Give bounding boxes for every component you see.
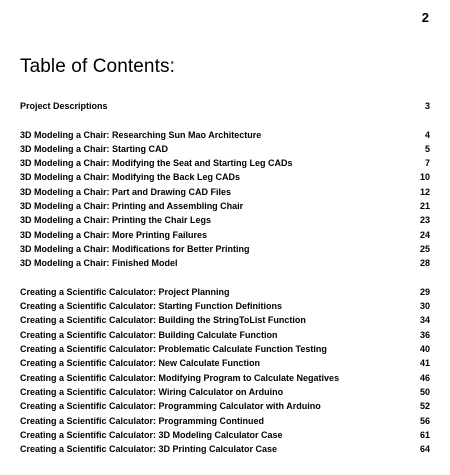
toc-entry [20,99,430,113]
toc-entry [20,213,430,227]
toc-entry-label: Creating a Scientific Calculator: 3D Printing Calculator Case [20,444,278,455]
toc-entry [20,256,430,270]
section-spacer [20,113,430,127]
toc-entry-page: 7 [424,158,430,169]
toc-entry-page: 28 [419,258,430,269]
toc-entry-page: 50 [419,386,430,397]
toc-entry [20,371,430,385]
toc-entry [20,156,430,170]
toc-entry-label: 3D Modeling a Chair: Modifying the Back Leg CADs [20,172,241,183]
toc-entry [20,414,430,428]
toc-entry-page: 21 [419,201,430,212]
toc-entry-page: 30 [419,301,430,312]
toc-entry-label: 3D Modeling a Chair: Finished Model [20,258,178,269]
toc-entry-page: 4 [424,129,430,140]
toc-entry-label: Creating a Scientific Calculator: Project Planning [20,286,230,297]
toc-entry-page: 61 [419,429,430,440]
toc-entry [20,242,430,256]
toc-entry-page: 46 [419,372,430,383]
toc-entry [20,313,430,327]
toc-entry-label: Creating a Scientific Calculator: 3D Modeling Calculator Case [20,429,283,440]
toc-entry-label: Creating a Scientific Calculator: Wiring Calculator on Arduino [20,386,284,397]
toc-entry-label: Creating a Scientific Calculator: Starting Function Definitions [20,301,283,312]
toc-entry [20,442,430,456]
toc-entry-label: Creating a Scientific Calculator: Programming Continued [20,415,265,426]
toc-entry [20,128,430,142]
toc-entry-label: Project Descriptions [20,101,108,111]
toc-entry-label: Creating a Scientific Calculator: Building Calculate Function [20,329,278,340]
toc-entry-label: Creating a Scientific Calculator: Problematic Calculate Function Testing [20,344,327,355]
toc-entry [20,385,430,399]
toc-entry [20,185,430,199]
toc-entry-page: 12 [419,186,430,197]
toc-entry-label: 3D Modeling a Chair: More Printing Failures [20,229,208,240]
toc-entry-page: 10 [419,172,430,183]
toc-entry-label: 3D Modeling a Chair: Researching Sun Mao Architecture [20,129,262,140]
toc-entry-page: 36 [419,329,430,340]
toc-entry [20,170,430,184]
toc-entry [20,228,430,242]
toc-entry-page: 5 [424,143,430,154]
toc-entry [20,328,430,342]
toc-entry-page: 34 [419,315,430,326]
toc-entry [20,142,430,156]
toc-entry-page: 24 [419,229,430,240]
toc-entry-page: 25 [419,243,430,254]
toc-entry-label: 3D Modeling a Chair: Printing the Chair Legs [20,215,212,226]
toc-entry-page: 52 [419,401,430,412]
toc-entry-label: 3D Modeling a Chair: Part and Drawing CAD Files [20,186,232,197]
toc-entry [20,285,430,299]
toc-entry-page: 64 [419,444,430,455]
toc-entry-page: 40 [419,344,430,355]
page-title: Table of Contents: [20,56,175,77]
toc-entry-label: Creating a Scientific Calculator: New Calculate Function [20,358,261,369]
toc-entry [20,299,430,313]
toc-entry-page: 41 [419,358,430,369]
toc-entry [20,399,430,413]
toc-entry [20,428,430,442]
table-of-contents [20,99,430,456]
toc-entry-page: 3 [424,101,430,111]
toc-entry-label: 3D Modeling a Chair: Printing and Assembling Chair [20,201,244,212]
section-spacer [20,271,430,285]
toc-entry [20,356,430,370]
toc-entry [20,199,430,213]
toc-entry [20,342,430,356]
toc-entry-label: Creating a Scientific Calculator: Modifying Program to Calculate Negatives [20,372,340,383]
toc-entry-page: 56 [419,415,430,426]
page-number: 2 [421,10,429,25]
toc-entry-page: 29 [419,286,430,297]
toc-entry-label: 3D Modeling a Chair: Modifications for Better Printing [20,243,250,254]
toc-entry-label: 3D Modeling a Chair: Modifying the Seat and Starting Leg CADs [20,158,293,169]
toc-entry-label: 3D Modeling a Chair: Starting CAD [20,143,169,154]
toc-entry-label: Creating a Scientific Calculator: Building the StringToList Function [20,315,306,326]
toc-entry-label: Creating a Scientific Calculator: Programming Calculator with Arduino [20,401,321,412]
toc-entry-page: 23 [419,215,430,226]
